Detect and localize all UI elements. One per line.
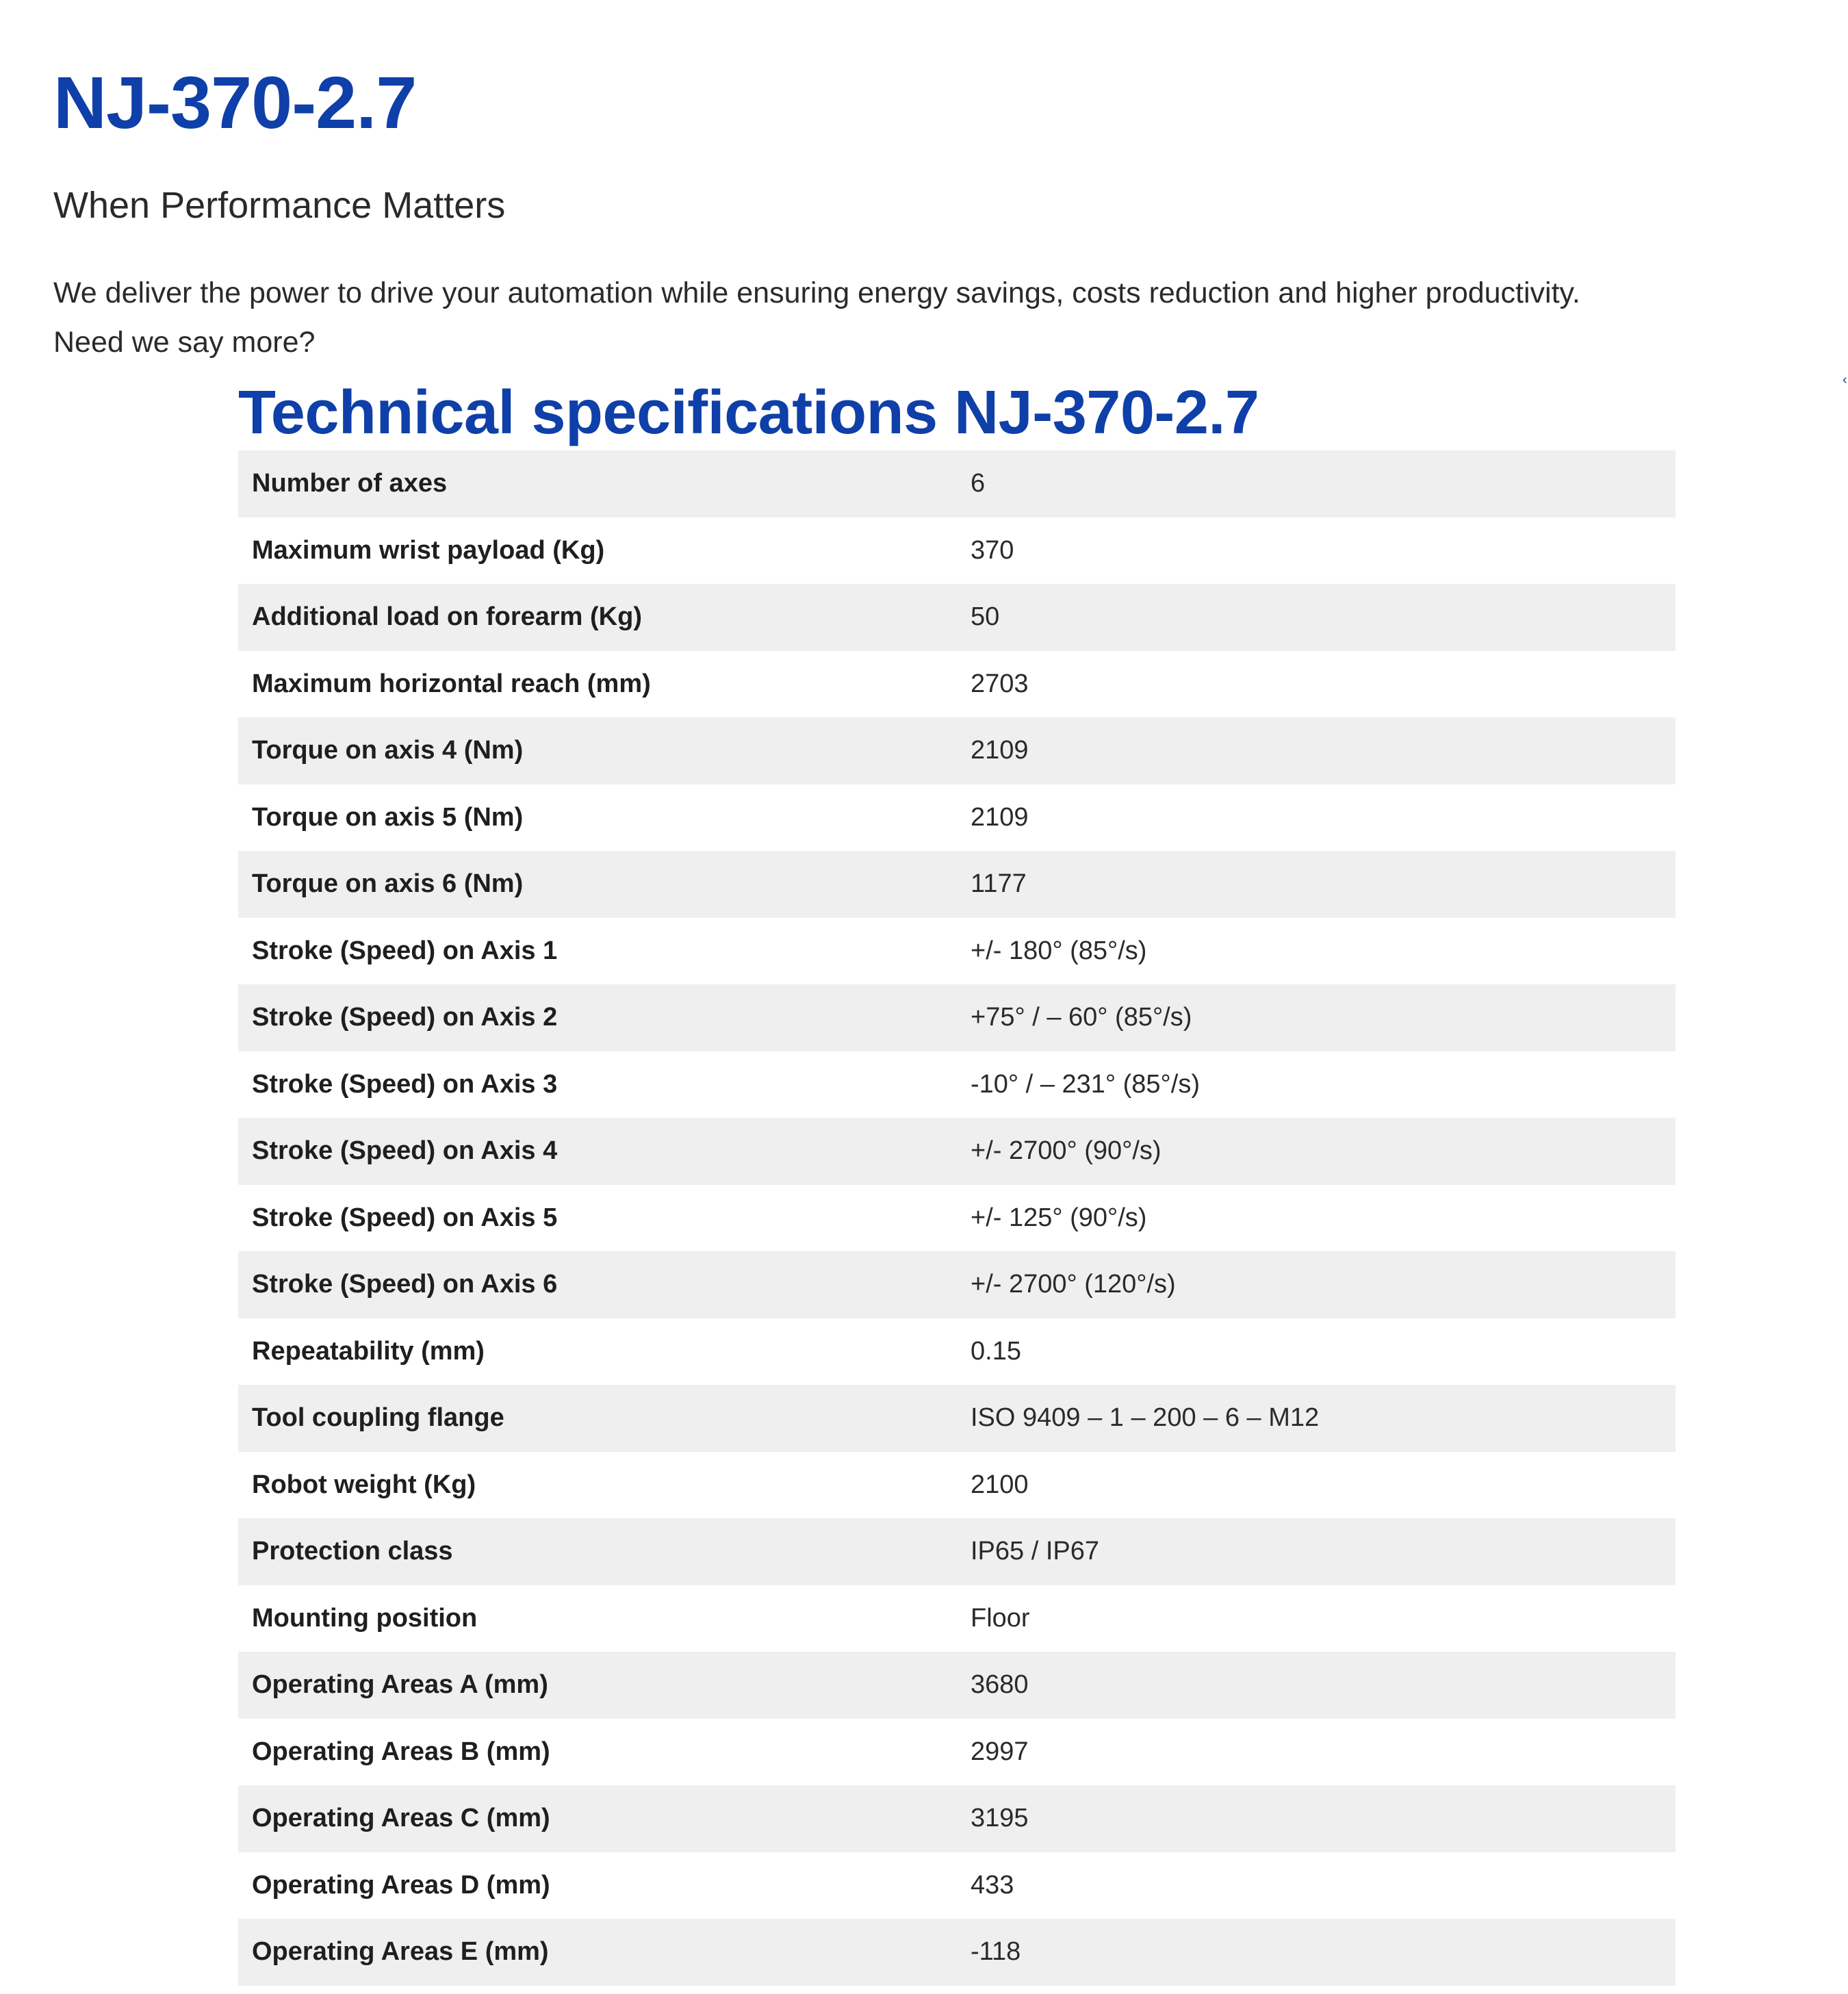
table-row bbox=[238, 517, 1676, 585]
spec-value: 2997 bbox=[971, 1737, 1029, 1766]
table-row bbox=[238, 1385, 1676, 1452]
spec-value: 433 bbox=[971, 1870, 1014, 1900]
table-row bbox=[238, 918, 1676, 985]
table-row bbox=[238, 1318, 1676, 1385]
spec-value: +75° / – 60° (85°/s) bbox=[971, 1003, 1192, 1032]
spec-value: +/- 2700° (90°/s) bbox=[971, 1136, 1162, 1166]
spec-value: +/- 125° (90°/s) bbox=[971, 1203, 1147, 1232]
spec-value: 2703 bbox=[971, 669, 1029, 698]
spec-label: Maximum horizontal reach (mm) bbox=[252, 669, 651, 698]
spec-value: IP65 / IP67 bbox=[971, 1537, 1100, 1566]
spec-value: 1177 bbox=[971, 869, 1027, 899]
spec-label: Additional load on forearm (Kg) bbox=[252, 602, 642, 632]
spec-value: 2109 bbox=[971, 736, 1029, 765]
table-row bbox=[238, 1251, 1676, 1318]
table-row bbox=[238, 1785, 1676, 1852]
spec-label: Operating Areas E (mm) bbox=[252, 1937, 549, 1967]
spec-value: +/- 2700° (120°/s) bbox=[971, 1270, 1176, 1299]
table-row bbox=[238, 1719, 1676, 1786]
spec-label: Torque on axis 5 (Nm) bbox=[252, 802, 524, 832]
table-row bbox=[238, 851, 1676, 918]
spec-label: Operating Areas B (mm) bbox=[252, 1737, 550, 1766]
spec-label: Number of axes bbox=[252, 469, 448, 498]
spec-label: Stroke (Speed) on Axis 6 bbox=[252, 1270, 558, 1299]
intro-line-1: We deliver the power to drive your automation while ensuring energy savings, costs reduction and higher productivity. bbox=[53, 277, 1580, 309]
hero-section bbox=[53, 55, 1806, 367]
table-row bbox=[238, 1652, 1676, 1719]
spec-label: Torque on axis 6 (Nm) bbox=[252, 869, 524, 899]
spec-label: Stroke (Speed) on Axis 5 bbox=[252, 1203, 558, 1232]
spec-table-body bbox=[238, 450, 1676, 1986]
intro-paragraph bbox=[53, 268, 1806, 367]
table-row bbox=[238, 1118, 1676, 1185]
spec-value: 2109 bbox=[971, 802, 1029, 832]
spec-label: Operating Areas C (mm) bbox=[252, 1804, 550, 1833]
spec-value: 3195 bbox=[971, 1804, 1029, 1833]
spec-value: 2100 bbox=[971, 1470, 1029, 1499]
specs-title: Technical specifications NJ-370-2.7 bbox=[238, 379, 1259, 447]
table-row bbox=[238, 450, 1676, 517]
table-row bbox=[238, 717, 1676, 784]
spec-value: -118 bbox=[971, 1937, 1021, 1967]
spec-label: Torque on axis 4 (Nm) bbox=[252, 736, 524, 765]
product-tagline: When Performance Matters bbox=[53, 185, 506, 226]
spec-label: Stroke (Speed) on Axis 2 bbox=[252, 1003, 558, 1032]
spec-label: Stroke (Speed) on Axis 3 bbox=[252, 1069, 558, 1099]
table-row bbox=[238, 584, 1676, 651]
spec-label: Maximum wrist payload (Kg) bbox=[252, 535, 605, 565]
spec-label: Protection class bbox=[252, 1537, 453, 1566]
spec-label: Mounting position bbox=[252, 1603, 478, 1633]
spec-value: -10° / – 231° (85°/s) bbox=[971, 1069, 1200, 1099]
table-row bbox=[238, 1919, 1676, 1986]
technical-specifications-section bbox=[238, 375, 1676, 1986]
table-row bbox=[238, 651, 1676, 718]
spec-label: Operating Areas A (mm) bbox=[252, 1670, 548, 1700]
spec-value: 50 bbox=[971, 602, 1000, 632]
spec-value: +/- 180° (85°/s) bbox=[971, 936, 1147, 965]
spec-table bbox=[238, 450, 1676, 1986]
spec-label: Tool coupling flange bbox=[252, 1403, 504, 1433]
table-row bbox=[238, 1452, 1676, 1519]
table-row bbox=[238, 984, 1676, 1051]
spec-label: Stroke (Speed) on Axis 4 bbox=[252, 1136, 558, 1166]
spec-value: 0.15 bbox=[971, 1336, 1021, 1366]
table-row bbox=[238, 1185, 1676, 1252]
spec-label: Robot weight (Kg) bbox=[252, 1470, 476, 1499]
table-row bbox=[238, 1852, 1676, 1919]
spec-label: Stroke (Speed) on Axis 1 bbox=[252, 936, 558, 965]
spec-value: 370 bbox=[971, 535, 1014, 565]
product-title: NJ-370-2.7 bbox=[53, 61, 417, 144]
spec-label: Operating Areas D (mm) bbox=[252, 1870, 550, 1900]
spec-label: Repeatability (mm) bbox=[252, 1336, 485, 1366]
intro-line-2: Need we say more? bbox=[53, 326, 316, 359]
spec-value: ISO 9409 – 1 – 200 – 6 – M12 bbox=[971, 1403, 1320, 1433]
spec-value: 6 bbox=[971, 469, 986, 498]
table-row bbox=[238, 1518, 1676, 1585]
table-row bbox=[238, 784, 1676, 852]
table-row bbox=[238, 1051, 1676, 1119]
spec-value: Floor bbox=[971, 1603, 1030, 1633]
left-arrow-icon[interactable]: ‹ bbox=[1843, 372, 1847, 387]
table-row bbox=[238, 1585, 1676, 1652]
spec-value: 3680 bbox=[971, 1670, 1029, 1700]
